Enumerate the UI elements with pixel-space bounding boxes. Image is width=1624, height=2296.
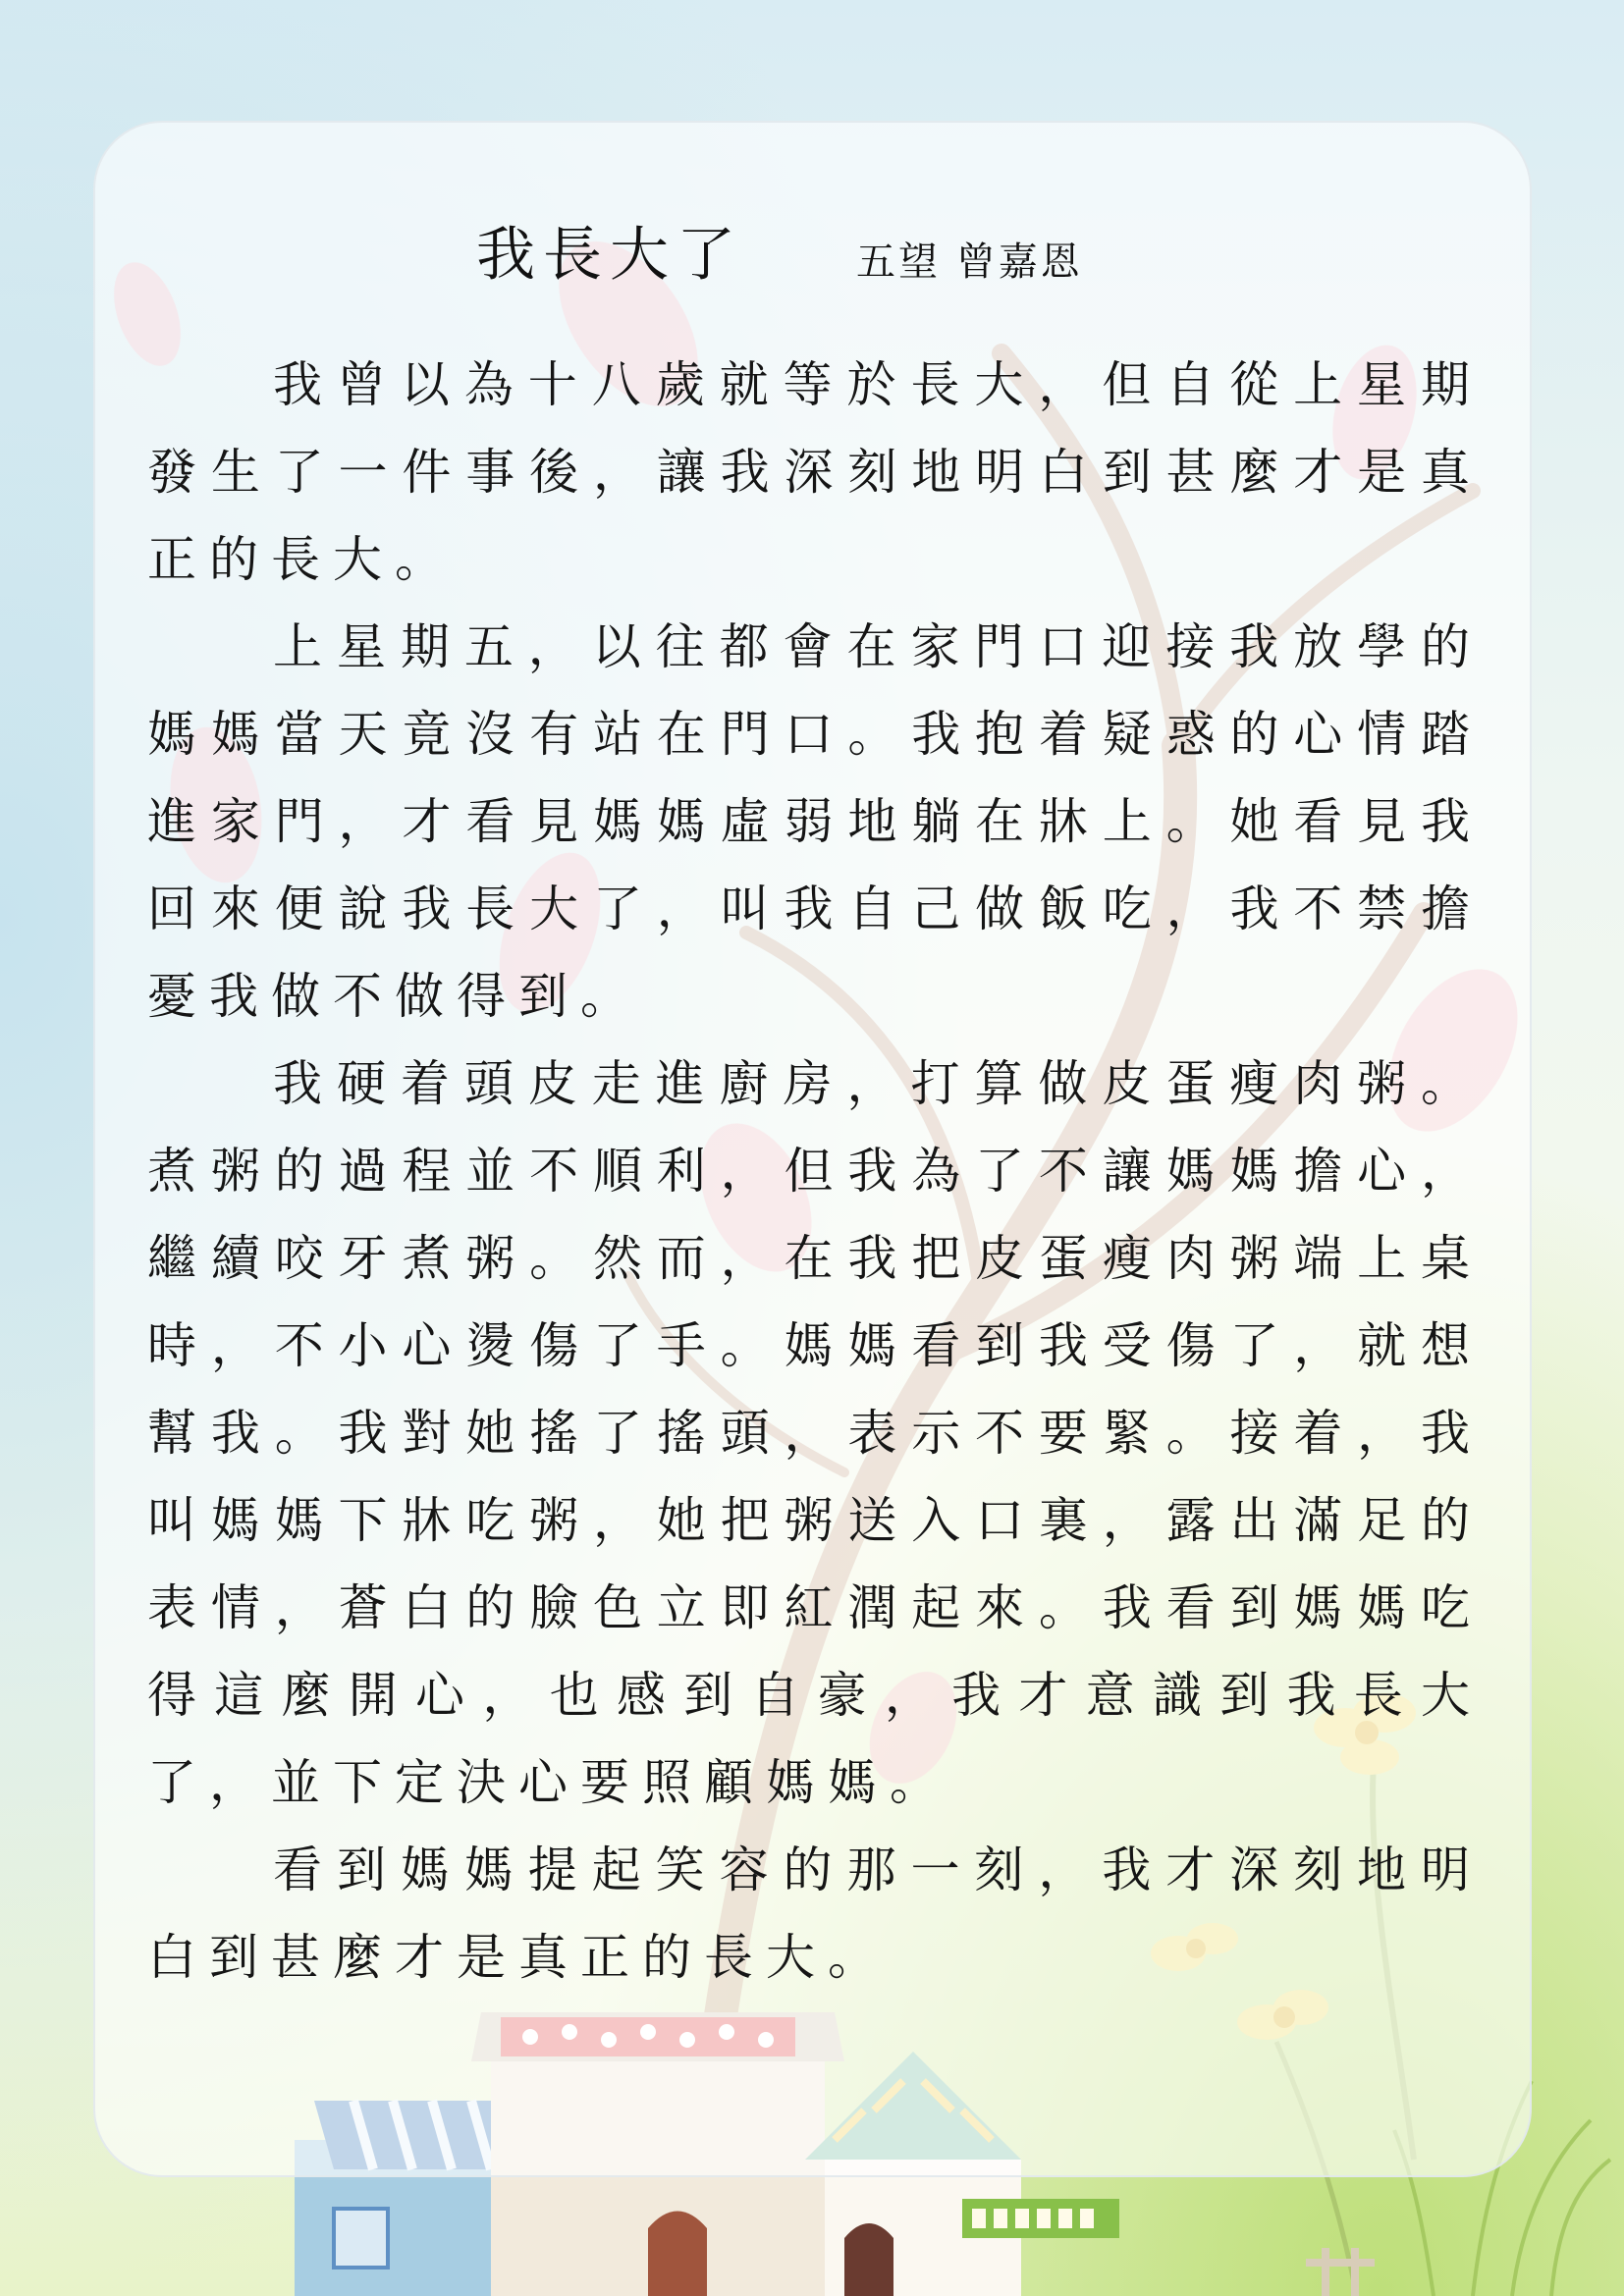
paragraph-1: 我曾以為十八歲就等於長大，但自從上星期發生了一件事後，讓我深刻地明白到甚麼才是真正的長大。 xyxy=(147,356,1483,588)
page-title: 我長大了 xyxy=(476,221,743,290)
paragraph-2: 上星期五，以往都會在家門口迎接我放學的媽媽當天竟沒有站在門口。我抱着疑惑的心情踏進家門，才看見媽媽虛弱地躺在牀上。她看見我回來便說我長大了，叫我自己做飯吃，我不禁擔憂我做不做得到。 xyxy=(147,618,1483,1025)
essay-body xyxy=(147,342,1483,2002)
paragraph-4: 看到媽媽提起笑容的那一刻，我才深刻地明白到甚麼才是真正的長大。 xyxy=(147,1842,1483,1986)
author-line: 五望 曾嘉恩 xyxy=(856,240,1083,285)
title-row xyxy=(476,208,1083,296)
paragraph-3: 我硬着頭皮走進廚房，打算做皮蛋瘦肉粥。煮粥的過程並不順利，但我為了不讓媽媽擔心，繼續咬牙煮粥。然而，在我把皮蛋瘦肉粥端上桌時，不小心燙傷了手。媽媽看到我受傷了，就想幫我。我對她搖了搖頭，表示不要緊。接着，我叫媽媽下牀吃粥，她把粥送入口裏，露出滿足的表情，蒼白的臉色立即紅潤起來。我看到媽媽吃得這麼開心，也感到自豪，我才意識到我長大了，並下定決心要照顧媽媽。 xyxy=(147,1055,1483,1811)
